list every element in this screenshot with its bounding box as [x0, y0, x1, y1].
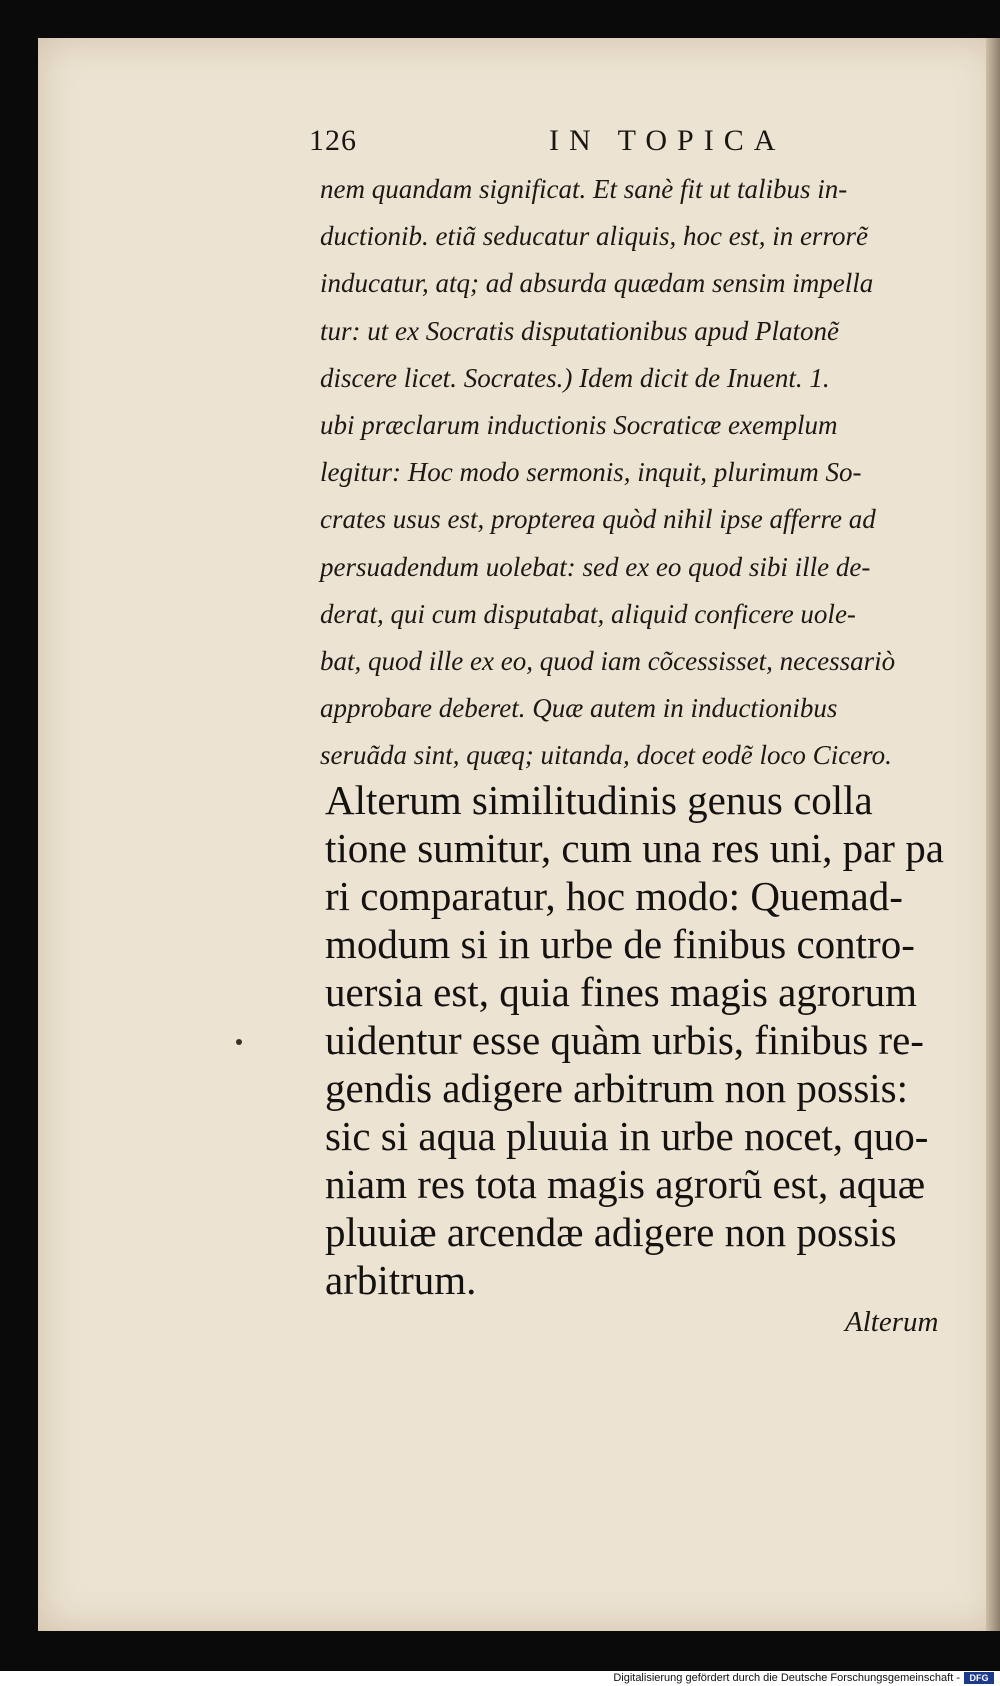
main-text-block [325, 776, 985, 1304]
funding-credit: Digitalisierung gefördert durch die Deutsche Forschungsgemeinschaft - [613, 1672, 960, 1684]
footer-bar [0, 1671, 1000, 1686]
commentary-line: tur: ut ex Socratis disputationibus apud Platonẽ [320, 315, 839, 346]
commentary-line: legitur: Hoc modo sermonis, inquit, plurimum So- [320, 457, 862, 488]
main-text-line: modum si in urbe de finibus contro- [325, 921, 915, 967]
commentary-line: approbare deberet. Quæ autem in inductionibus [320, 693, 838, 724]
commentary-line: seruãda sint, quæq; uitanda, docet eodẽ loco Cicero. [320, 740, 892, 771]
running-title: IN TOPICA [549, 124, 786, 157]
main-text-line: pluuiæ arcendæ adigere non possis [325, 1209, 897, 1255]
commentary-line: ubi præclarum inductionis Socraticæ exemplum [320, 409, 838, 440]
commentary-line: nem quandam significat. Et sanè fit ut talibus in- [320, 174, 848, 204]
commentary-line: ductionib. etiã seducatur aliquis, hoc est, in errorẽ [320, 221, 868, 252]
main-text-line: tione sumitur, cum una res uni, par pa [325, 825, 944, 871]
main-text-line: sic si aqua pluuia in urbe nocet, quo- [325, 1113, 929, 1159]
main-text-line: gendis adigere arbitrum non possis: [325, 1065, 909, 1111]
commentary-line: derat, qui cum disputabat, aliquid conficere uole- [320, 598, 856, 629]
main-text-line: uidentur esse quàm urbis, finibus re- [325, 1017, 924, 1063]
main-text-line: arbitrum. [325, 1257, 477, 1303]
running-head [309, 124, 829, 164]
commentary-line: discere licet. Socrates.) Idem dicit de Inuent. 1. [320, 362, 830, 393]
main-text-line: Alterum similitudinis genus colla [325, 777, 873, 823]
commentary-block [320, 166, 980, 779]
commentary-line: crates usus est, propterea quòd nihil ipse afferre ad [320, 504, 876, 535]
page-edge [986, 38, 1000, 1631]
main-text-line: ri comparatur, hoc modo: Quemad- [325, 873, 903, 919]
catchword: Alterum [845, 1306, 939, 1338]
dfg-logo: DFG [964, 1672, 994, 1684]
page-number: 126 [309, 124, 357, 157]
main-text-line: uersia est, quia fines magis agrorum [325, 969, 918, 1015]
commentary-line: persuadendum uolebat: sed ex eo quod sibi ille de- [320, 551, 871, 582]
ink-speck [236, 1039, 242, 1045]
main-text-line: niam res tota magis agrorũ est, aquæ [325, 1161, 926, 1207]
commentary-line: inducatur, atq; ad absurda quædam sensim impella [320, 268, 874, 299]
commentary-line: bat, quod ille ex eo, quod iam cõcessisset, necessariò [320, 645, 896, 676]
